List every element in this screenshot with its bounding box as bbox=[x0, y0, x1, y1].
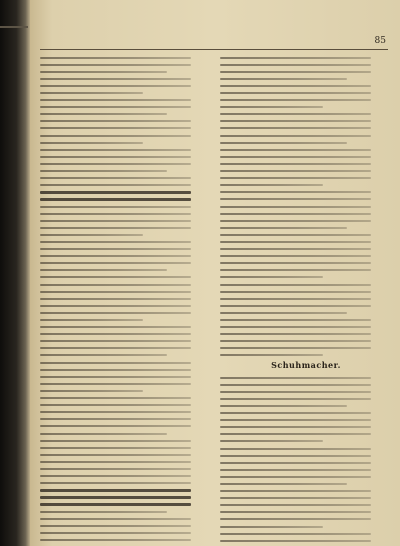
entry bbox=[220, 452, 392, 459]
entry bbox=[220, 203, 392, 210]
entry bbox=[220, 139, 392, 146]
entry bbox=[40, 61, 212, 68]
entry bbox=[220, 104, 392, 111]
entry bbox=[40, 437, 212, 444]
entry bbox=[220, 445, 392, 452]
entry bbox=[40, 217, 212, 224]
entry bbox=[220, 309, 392, 316]
entry bbox=[220, 97, 392, 104]
entry bbox=[40, 253, 212, 260]
entry bbox=[220, 182, 392, 189]
entry bbox=[40, 359, 212, 366]
entry bbox=[40, 444, 212, 451]
entry bbox=[220, 466, 392, 473]
section-heading: Schuhmacher. bbox=[271, 360, 341, 371]
entry bbox=[40, 352, 212, 359]
entry bbox=[220, 231, 392, 238]
entry bbox=[220, 495, 392, 502]
entry bbox=[40, 182, 212, 189]
entry bbox=[220, 352, 392, 359]
header-rule bbox=[40, 49, 388, 50]
entry bbox=[40, 515, 212, 522]
entry bbox=[220, 196, 392, 203]
entry bbox=[220, 82, 392, 89]
entry bbox=[220, 118, 392, 125]
entry bbox=[40, 302, 212, 309]
entry bbox=[40, 104, 212, 111]
entry bbox=[40, 387, 212, 394]
entry bbox=[40, 203, 212, 210]
entry bbox=[40, 238, 212, 245]
entry bbox=[220, 431, 392, 438]
entry bbox=[40, 210, 212, 217]
entry bbox=[220, 224, 392, 231]
entry bbox=[40, 189, 212, 196]
entry bbox=[220, 168, 392, 175]
entry bbox=[40, 132, 212, 139]
entry bbox=[40, 54, 212, 61]
entry bbox=[220, 395, 392, 402]
entry bbox=[220, 238, 392, 245]
entry bbox=[40, 536, 212, 543]
entry bbox=[40, 267, 212, 274]
entry bbox=[220, 488, 392, 495]
entry bbox=[40, 146, 212, 153]
entry bbox=[220, 267, 392, 274]
entry bbox=[40, 458, 212, 465]
entry bbox=[40, 501, 212, 508]
entry bbox=[40, 373, 212, 380]
entry bbox=[220, 410, 392, 417]
entry bbox=[40, 175, 212, 182]
entry bbox=[40, 82, 212, 89]
entry bbox=[220, 530, 392, 537]
entry bbox=[40, 480, 212, 487]
entry bbox=[220, 381, 392, 388]
page-number: 85 bbox=[374, 36, 386, 46]
entry bbox=[220, 523, 392, 530]
entry bbox=[40, 118, 212, 125]
entry bbox=[40, 465, 212, 472]
entry bbox=[220, 417, 392, 424]
entry bbox=[220, 509, 392, 516]
entry bbox=[40, 316, 212, 323]
entry bbox=[220, 274, 392, 281]
entry bbox=[220, 295, 392, 302]
entry bbox=[40, 168, 212, 175]
entry bbox=[40, 97, 212, 104]
entry bbox=[40, 89, 212, 96]
entry bbox=[220, 374, 392, 381]
entry bbox=[220, 210, 392, 217]
entry bbox=[220, 331, 392, 338]
entry bbox=[220, 75, 392, 82]
entry bbox=[220, 424, 392, 431]
entry bbox=[220, 260, 392, 267]
entry bbox=[220, 459, 392, 466]
entry bbox=[40, 402, 212, 409]
entry bbox=[220, 502, 392, 509]
entry bbox=[40, 331, 212, 338]
book-binding bbox=[0, 0, 30, 546]
entry bbox=[40, 508, 212, 515]
entry bbox=[220, 316, 392, 323]
entry bbox=[40, 68, 212, 75]
entry bbox=[40, 345, 212, 352]
paper-sheet bbox=[30, 0, 400, 546]
entry bbox=[40, 324, 212, 331]
entry bbox=[40, 281, 212, 288]
entry bbox=[220, 125, 392, 132]
entry bbox=[40, 338, 212, 345]
entry bbox=[40, 423, 212, 430]
entry bbox=[40, 366, 212, 373]
entry bbox=[220, 132, 392, 139]
entry bbox=[40, 451, 212, 458]
entry bbox=[40, 309, 212, 316]
entry bbox=[40, 125, 212, 132]
entry bbox=[220, 516, 392, 523]
entry bbox=[40, 395, 212, 402]
entry bbox=[220, 175, 392, 182]
entry bbox=[220, 111, 392, 118]
left-column bbox=[40, 54, 212, 546]
entry bbox=[40, 274, 212, 281]
entry bbox=[220, 338, 392, 345]
entry bbox=[40, 260, 212, 267]
entry bbox=[40, 75, 212, 82]
entry bbox=[220, 253, 392, 260]
entry bbox=[220, 537, 392, 544]
entry bbox=[220, 473, 392, 480]
entry bbox=[220, 89, 392, 96]
entry bbox=[220, 153, 392, 160]
entry bbox=[40, 246, 212, 253]
entry bbox=[220, 189, 392, 196]
right-column bbox=[220, 54, 392, 546]
entry bbox=[40, 139, 212, 146]
entry bbox=[40, 430, 212, 437]
entry bbox=[40, 160, 212, 167]
entry bbox=[40, 224, 212, 231]
entry bbox=[220, 54, 392, 61]
entry bbox=[220, 324, 392, 331]
entry bbox=[40, 295, 212, 302]
entry bbox=[220, 160, 392, 167]
entry bbox=[220, 402, 392, 409]
entry bbox=[40, 231, 212, 238]
entry bbox=[40, 196, 212, 203]
entry bbox=[220, 281, 392, 288]
entry bbox=[220, 480, 392, 487]
entry bbox=[40, 529, 212, 536]
entry bbox=[220, 217, 392, 224]
entry bbox=[220, 146, 392, 153]
entry bbox=[40, 153, 212, 160]
entry bbox=[220, 438, 392, 445]
entry bbox=[40, 494, 212, 501]
entry bbox=[40, 111, 212, 118]
entry bbox=[220, 246, 392, 253]
entry bbox=[220, 61, 392, 68]
binding-edge-mark bbox=[0, 26, 28, 28]
entry bbox=[220, 388, 392, 395]
entry bbox=[40, 380, 212, 387]
entry bbox=[40, 473, 212, 480]
entry bbox=[40, 288, 212, 295]
entry bbox=[220, 68, 392, 75]
entry bbox=[220, 288, 392, 295]
entry bbox=[40, 409, 212, 416]
entry bbox=[40, 522, 212, 529]
entry bbox=[220, 302, 392, 309]
entry bbox=[40, 416, 212, 423]
entry bbox=[220, 345, 392, 352]
entry bbox=[40, 487, 212, 494]
